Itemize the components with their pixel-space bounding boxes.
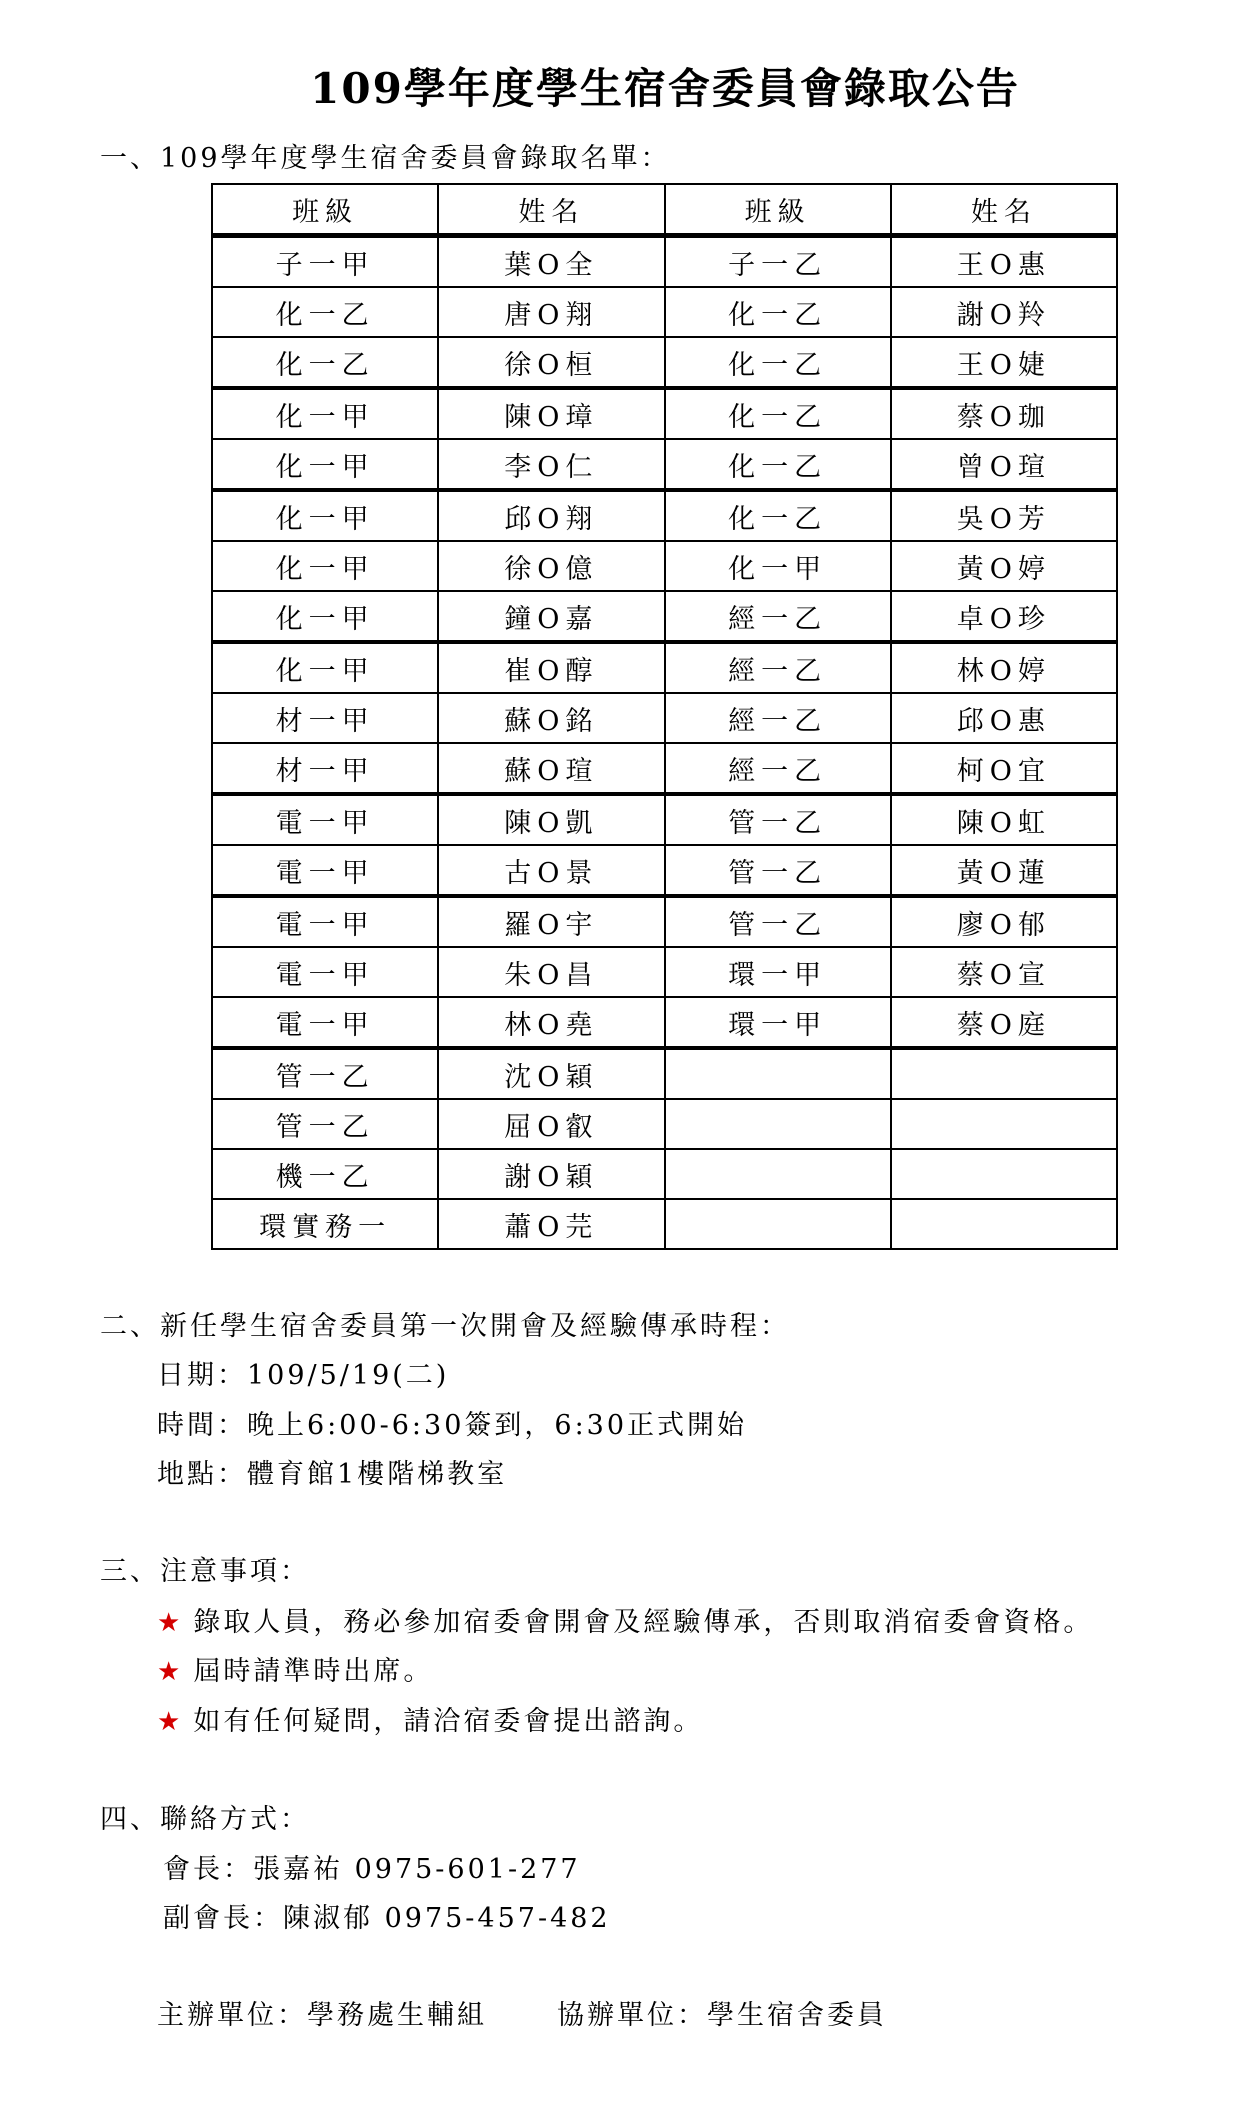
class-cell [665,1199,891,1249]
class-cell: 化一甲 [212,439,438,490]
meeting-time: 時間：晚上6:00-6:30簽到，6:30正式開始 [157,1410,748,1441]
class-cell: 化一乙 [665,388,891,439]
table-row [212,896,1117,947]
class-cell: 經一乙 [665,591,891,642]
name-cell: 柯O宜 [891,743,1117,794]
header-name: 姓名 [438,184,664,236]
class-cell: 化一甲 [665,541,891,591]
notice-text: 屆時請準時出席。 [193,1656,434,1687]
class-cell: 電一甲 [212,845,438,896]
section3-heading: 三、注意事項： [100,1556,310,1587]
class-cell: 電一甲 [212,896,438,947]
class-cell: 化一乙 [212,337,438,388]
class-cell: 管一乙 [665,794,891,845]
name-cell: 葉O全 [438,236,664,288]
name-cell: 謝O羚 [891,287,1117,337]
table-row [212,439,1117,490]
table-row [212,743,1117,794]
table-row [212,490,1117,541]
table-row [212,1048,1117,1099]
star-icon: ★ [157,1707,181,1737]
name-cell [891,1048,1117,1099]
name-cell: 邱O翔 [438,490,664,541]
class-cell: 化一乙 [665,337,891,388]
table-row [212,541,1117,591]
class-cell: 機一乙 [212,1149,438,1199]
table-row [212,845,1117,896]
class-cell: 管一乙 [665,845,891,896]
name-cell: 林O堯 [438,997,664,1048]
table-row [212,337,1117,388]
table-row [212,997,1117,1048]
name-cell [891,1149,1117,1199]
notice-text: 如有任何疑問，請洽宿委會提出諮詢。 [193,1706,704,1737]
name-cell: 蔡O珈 [891,388,1117,439]
table-row [212,236,1117,288]
name-cell: 蕭O芫 [438,1199,664,1249]
star-icon: ★ [157,1657,181,1687]
name-cell: 廖O郁 [891,896,1117,947]
name-cell: 沈O穎 [438,1048,664,1099]
class-cell: 材一甲 [212,693,438,743]
class-cell: 化一乙 [665,490,891,541]
star-icon: ★ [157,1608,181,1638]
class-cell: 材一甲 [212,743,438,794]
header-name: 姓名 [891,184,1117,236]
table-row [212,693,1117,743]
header-class: 班級 [212,184,438,236]
class-cell: 子一乙 [665,236,891,288]
name-cell: 黃O蓮 [891,845,1117,896]
class-cell: 化一乙 [665,287,891,337]
name-cell: 徐O億 [438,541,664,591]
meeting-date: 日期：109/5/19(二) [157,1360,450,1391]
name-cell: 蔡O宣 [891,947,1117,997]
table-row [212,642,1117,693]
class-cell: 經一乙 [665,743,891,794]
name-cell: 徐O桓 [438,337,664,388]
section1-heading: 一、109學年度學生宿舍委員會錄取名單： [100,143,671,174]
class-cell: 化一甲 [212,388,438,439]
name-cell: 吳O芳 [891,490,1117,541]
name-cell: 李O仁 [438,439,664,490]
table-row [212,1099,1117,1149]
name-cell: 陳O凱 [438,794,664,845]
class-cell: 化一甲 [212,541,438,591]
table-row [212,1149,1117,1199]
class-cell: 管一乙 [212,1099,438,1149]
name-cell: 邱O惠 [891,693,1117,743]
name-cell: 古O景 [438,845,664,896]
name-cell: 屈O叡 [438,1099,664,1149]
class-cell: 管一乙 [212,1048,438,1099]
name-cell: 陳O璋 [438,388,664,439]
name-cell: 黃O婷 [891,541,1117,591]
class-cell: 環一甲 [665,997,891,1048]
name-cell: 蔡O庭 [891,997,1117,1048]
table-header-row [212,184,1117,236]
class-cell: 電一甲 [212,997,438,1048]
notice-item [157,1699,703,1738]
class-cell: 經一乙 [665,642,891,693]
notice-text: 錄取人員，務必參加宿委會開會及經驗傳承，否則取消宿委會資格。 [193,1607,1094,1638]
class-cell: 化一乙 [212,287,438,337]
name-cell [891,1099,1117,1149]
name-cell: 鐘O嘉 [438,591,664,642]
notice-item [157,1649,433,1688]
table-row [212,794,1117,845]
name-cell: 陳O虹 [891,794,1117,845]
class-cell: 化一甲 [212,490,438,541]
name-cell: 唐O翔 [438,287,664,337]
table-row [212,287,1117,337]
class-cell: 環實務一 [212,1199,438,1249]
class-cell: 化一乙 [665,439,891,490]
class-cell: 化一甲 [212,591,438,642]
notice-item [157,1600,1093,1639]
class-cell [665,1149,891,1199]
table-row [212,591,1117,642]
table-row [212,947,1117,997]
header-class: 班級 [665,184,891,236]
table-row [212,388,1117,439]
name-cell: 曾O瑄 [891,439,1117,490]
class-cell: 化一甲 [212,642,438,693]
organizer: 主辦單位：學務處生輔組 [157,2000,487,2031]
class-cell [665,1048,891,1099]
name-cell: 蘇O銘 [438,693,664,743]
meeting-place: 地點：體育館1樓階梯教室 [157,1459,508,1490]
vice-president-contact: 副會長：陳淑郁 0975-457-482 [163,1903,611,1934]
table-row [212,1199,1117,1249]
name-cell: 朱O昌 [438,947,664,997]
name-cell: 謝O穎 [438,1149,664,1199]
class-cell: 子一甲 [212,236,438,288]
class-cell [665,1099,891,1149]
name-cell: 卓O珍 [891,591,1117,642]
name-cell: 林O婷 [891,642,1117,693]
class-cell: 電一甲 [212,947,438,997]
class-cell: 經一乙 [665,693,891,743]
name-cell: 王O婕 [891,337,1117,388]
co-organizer: 協辦單位：學生宿舍委員 [557,2000,887,2031]
name-cell [891,1199,1117,1249]
class-cell: 管一乙 [665,896,891,947]
name-cell: 王O惠 [891,236,1117,288]
name-cell: 崔O醇 [438,642,664,693]
class-cell: 電一甲 [212,794,438,845]
page-title: 109學年度學生宿舍委員會錄取公告 [310,64,1020,113]
section4-heading: 四、聯絡方式： [100,1804,310,1835]
section2-heading: 二、新任學生宿舍委員第一次開會及經驗傳承時程： [100,1311,790,1342]
president-contact: 會長：張嘉祐 0975-601-277 [163,1854,581,1885]
name-cell: 蘇O瑄 [438,743,664,794]
class-cell: 環一甲 [665,947,891,997]
admission-table [211,183,1118,1250]
name-cell: 羅O宇 [438,896,664,947]
